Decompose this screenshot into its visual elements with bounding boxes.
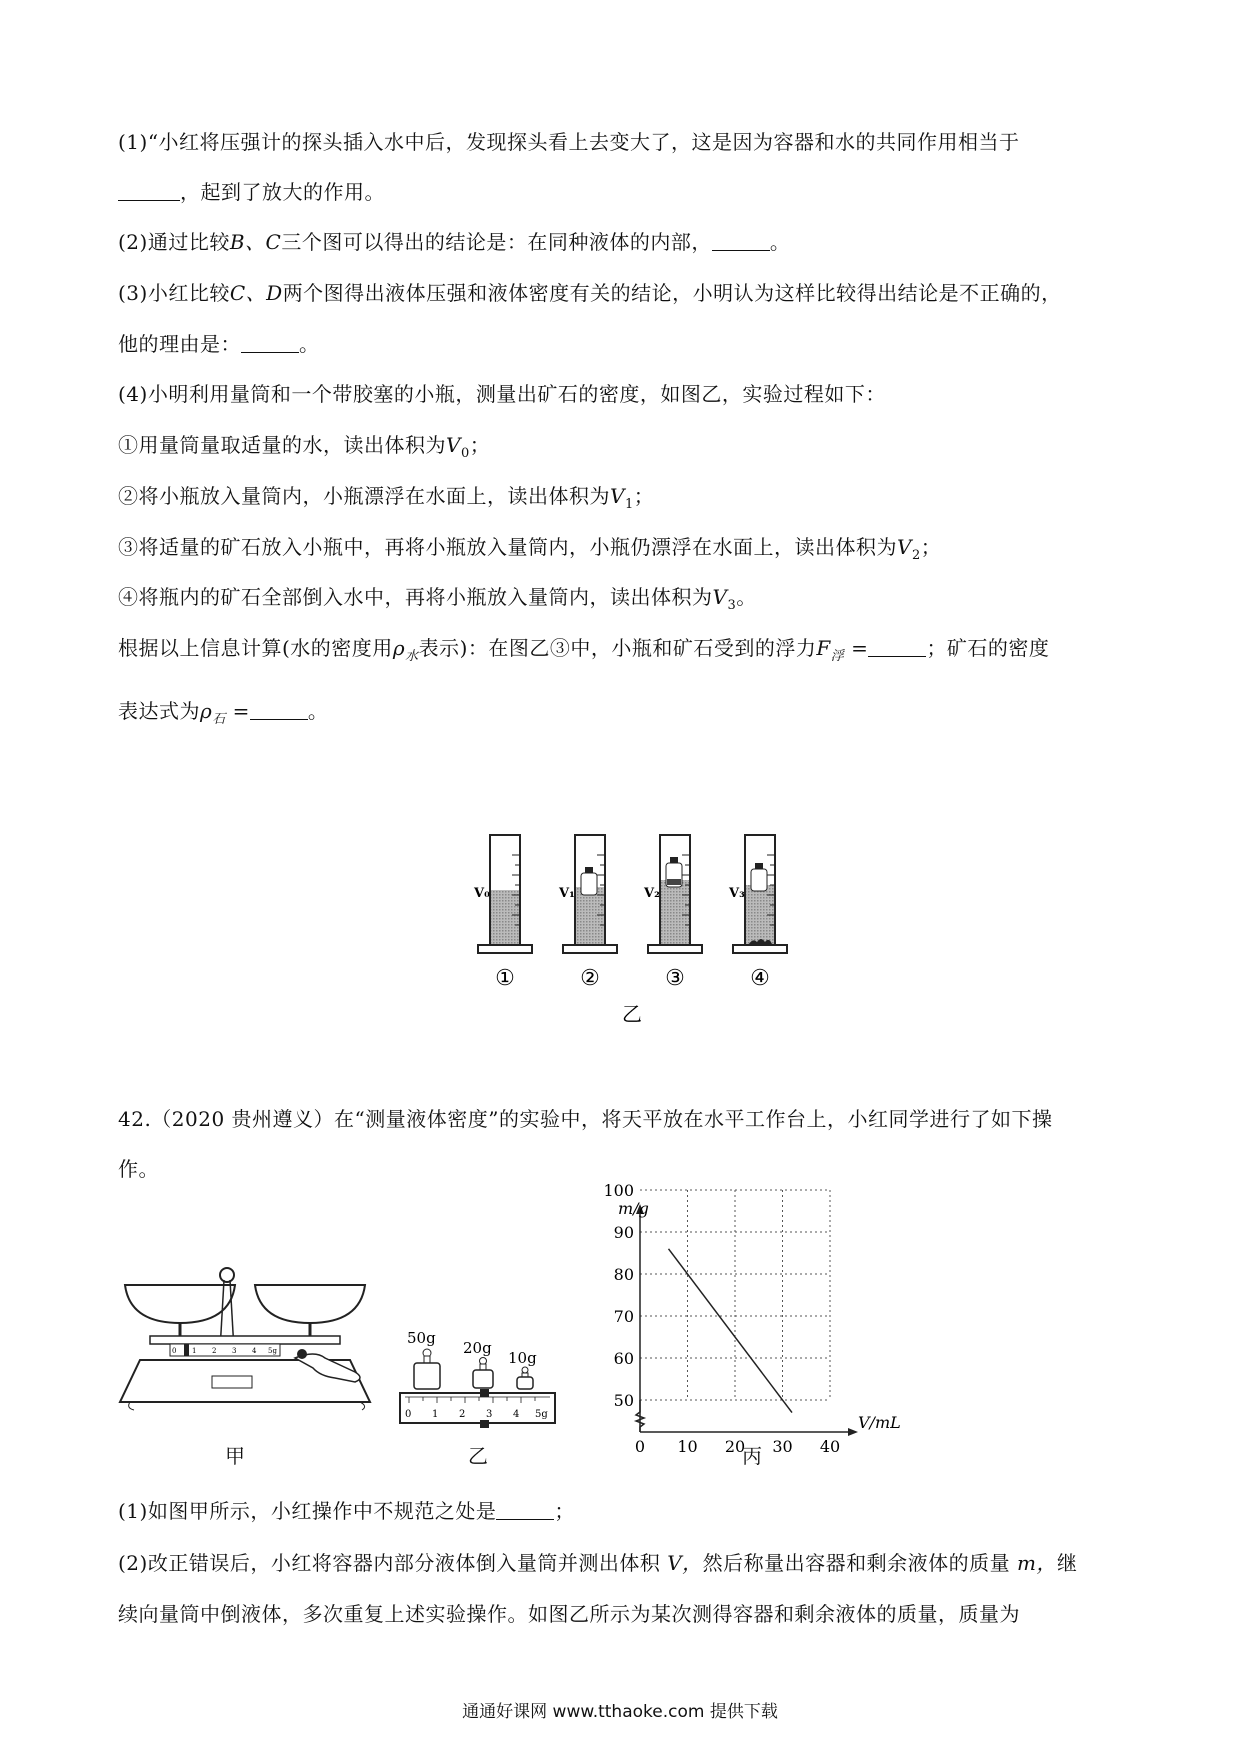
y-axis-label: m/g [618, 1199, 649, 1218]
balance-scale-0: 0 [172, 1347, 177, 1355]
weights-scale-1: 1 [432, 1409, 439, 1420]
answer-blank [250, 699, 308, 720]
question-42-line: 作。 [118, 1157, 159, 1181]
text-line: (4)小明利用量筒和一个带胶塞的小瓶，测量出矿石的密度，如图乙，实验过程如下： [118, 382, 886, 406]
text-line: 根据以上信息计算(水的密度用$\rho_水$表示)：在图乙③中，小瓶和矿石受到的浮力$F_浮$ = ；矿石的密度 [118, 636, 1050, 664]
step-4: ④将瓶内的矿石全部倒入水中，再将小瓶放入量筒内，读出体积为$V_3$。 [118, 585, 757, 613]
weights-scale-0: 0 [405, 1409, 412, 1420]
text-line: ，起到了放大的作用。 [118, 178, 385, 206]
cylinder-label-v3: V₃ [729, 886, 745, 901]
weight-20g: 20g [463, 1339, 492, 1357]
x-tick-label: 40 [819, 1437, 841, 1456]
cylinder-label-v0: V₀ [474, 886, 490, 901]
step-3: ③将适量的矿石放入小瓶中，再将小瓶放入量筒内，小瓶仍漂浮在水面上，读出体积为$V_2$； [118, 535, 942, 563]
y-tick-label: 90 [613, 1223, 634, 1242]
y-tick-label: 80 [613, 1265, 634, 1284]
axis-break [636, 1400, 644, 1432]
balance-scale-1: 1 [192, 1347, 197, 1355]
question-42-part-1: (1)如图甲所示，小红操作中不规范之处是 ； [118, 1499, 575, 1523]
text-line: 他的理由是： 。 [118, 332, 320, 356]
x-tick-label: 20 [724, 1437, 746, 1456]
balance-scale-2: 2 [212, 1347, 217, 1355]
answer-blank [241, 332, 299, 353]
y-tick-label: 60 [613, 1349, 634, 1368]
weight-50g-icon [414, 1349, 440, 1389]
balance-caption: 甲 [225, 1444, 245, 1468]
weights-caption: 乙 [468, 1444, 488, 1468]
balance-figure [120, 1270, 380, 1430]
y-tick-label: 50 [613, 1391, 634, 1410]
question-42-line: 42.（2020 贵州遵义）在“测量液体密度”的实验中，将天平放在水平工作台上，小红同学进行了如下操 [118, 1107, 1053, 1131]
cylinder-num-4: ④ [750, 966, 770, 991]
figure-caption: 乙 [622, 1002, 642, 1026]
cylinder-num-1: ① [495, 966, 515, 991]
cylinder-label-v1: V₁ [559, 886, 575, 901]
step-1: ①用量筒量取适量的水，读出体积为$V_0$； [118, 433, 491, 461]
footer: 通通好课网 www.tthaoke.com 提供下载 [462, 1702, 778, 1722]
text-line: 表达式为$\rho_石$ = 。 [118, 699, 329, 727]
weights-scale-3: 3 [486, 1409, 493, 1420]
x-axis-label: V/mL [858, 1413, 901, 1432]
cylinder-label-v2: V₂ [644, 886, 660, 901]
weight-20g-icon [473, 1358, 493, 1389]
cylinders-figure [460, 825, 820, 1025]
text-line: (3)小红比较C、D两个图得出液体压强和液体密度有关的结论，小明认为这样比较得出结论是不正确的， [118, 281, 1062, 305]
step-2: ②将小瓶放入量筒内，小瓶漂浮在水面上，读出体积为$V_1$； [118, 484, 655, 512]
balance-scale-5: 5g [268, 1347, 277, 1355]
x-axis-arrow [848, 1428, 858, 1436]
weights-scale-2: 2 [459, 1409, 466, 1420]
question-42-part-2: (2)改正错误后，小红将容器内部分液体倒入量筒并测出体积 V，然后称量出容器和剩余液体的质量 m，继 [118, 1551, 1078, 1575]
answer-blank [712, 230, 770, 251]
weights-scale-5: 5g [535, 1409, 548, 1420]
chart-caption: 丙 [742, 1444, 762, 1468]
x-tick-label: 10 [677, 1437, 698, 1456]
mass-volume-chart [590, 1181, 920, 1456]
y-tick-label: 70 [613, 1307, 634, 1326]
answer-blank [118, 180, 180, 201]
y-tick-label: 100 [603, 1181, 634, 1200]
text-line: (1)“小红将压强计的探头插入水中后，发现探头看上去变大了，这是因为容器和水的共同作用相当于 [118, 130, 1020, 154]
answer-blank [868, 636, 926, 657]
x-tick-label: 30 [772, 1437, 793, 1456]
weight-10g-icon [517, 1367, 533, 1389]
weights-scale-4: 4 [513, 1409, 520, 1420]
cylinder-num-2: ② [580, 966, 600, 991]
x-tick-label: 0 [634, 1437, 646, 1456]
weights-figure [395, 1325, 565, 1435]
cylinder-num-3: ③ [665, 966, 685, 991]
text-line: (2)通过比较B、C三个图可以得出的结论是：在同种液体的内部， 。 [118, 230, 791, 254]
balance-scale-3: 3 [232, 1347, 237, 1355]
weight-10g: 10g [508, 1349, 537, 1367]
question-42-line: 续向量筒中倒液体，多次重复上述实验操作。如图乙所示为某次测得容器和剩余液体的质量，质量为 [118, 1602, 1020, 1626]
weight-50g: 50g [407, 1329, 436, 1347]
balance-scale-4: 4 [252, 1347, 257, 1355]
answer-blank [496, 1499, 554, 1520]
